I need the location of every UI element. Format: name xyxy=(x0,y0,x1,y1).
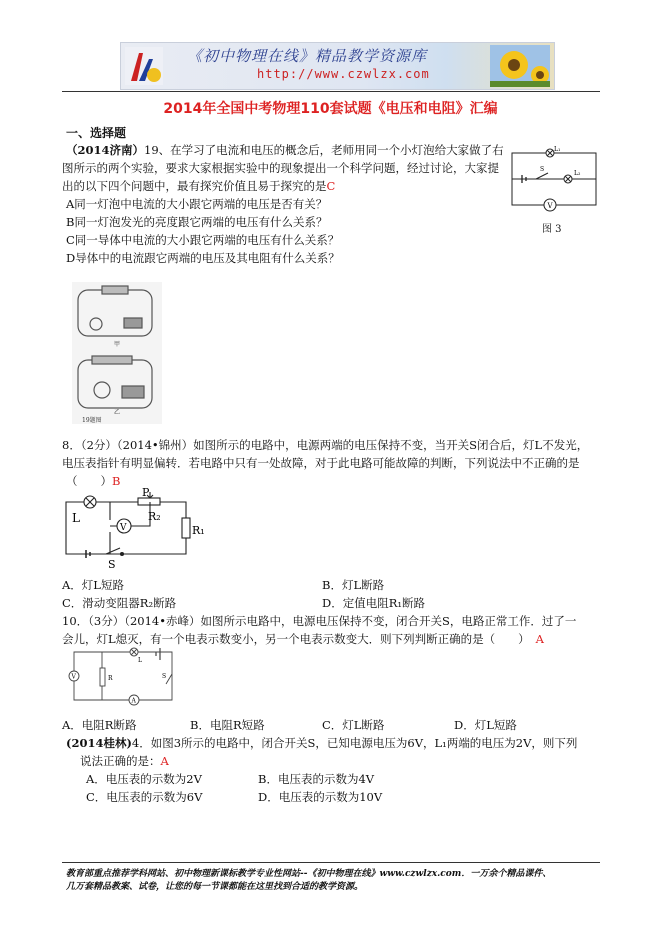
page-title: 2014年全国中考物理110套试题《电压和电阻》汇编 xyxy=(163,101,498,117)
experiment-photo xyxy=(72,282,162,424)
fig3-caption: 图 3 xyxy=(542,224,562,235)
q4-option-a: A．电压表的示数为2V xyxy=(86,772,202,786)
q19-line1: （2014济南）19、在学习了电流和电压的概念后，老师用同一个小灯泡给大家做了右 xyxy=(66,143,504,157)
q8-option-b: B．灯L断路 xyxy=(322,578,385,592)
q10-option-c: C．灯L断路 xyxy=(322,718,385,732)
q19-option-d: D导体中的电流跟它两端的电压及其电阻有什么关系？ xyxy=(66,251,340,265)
q4-source: (2014桂林) xyxy=(66,736,132,750)
q8-v-label: V xyxy=(120,523,127,533)
photo-caption: 19题图 xyxy=(82,417,102,424)
photo-label-jia: 甲 xyxy=(114,341,121,348)
header-banner xyxy=(120,42,555,90)
q4-option-d: D．电压表的示数为10V xyxy=(258,790,383,804)
q8-p-label: P xyxy=(142,488,150,499)
fig3-s-label: S xyxy=(540,166,545,173)
q10-a-label: A xyxy=(131,697,136,705)
q4-option-c: C．电压表的示数为6V xyxy=(86,790,203,804)
q8-option-c: C．滑动变阻器R₂断路 xyxy=(62,596,177,610)
q10-answer: A xyxy=(535,632,544,646)
footer-line1: 教育部重点推荐学科网站、初中物理新课标教学专业性网站--《初中物理在线》www.czwlzx.com．一万余个精品课件、 xyxy=(66,869,552,879)
q10-circuit xyxy=(62,644,182,708)
fig3-v-label: V xyxy=(547,202,553,210)
q10-line1: 10．（3分）（2014•赤峰）如图所示电路中，电源电压保持不变，闭合开关S，电路正常工作．过了一 xyxy=(62,614,577,628)
q19-option-b: B同一灯泡发光的亮度跟它两端的电压有什么关系？ xyxy=(66,215,328,229)
banner-title: 《初中物理在线》精品教学资源库 xyxy=(187,47,428,65)
q4-option-b: B．电压表的示数为4V xyxy=(258,772,375,786)
q8-line1: 8．（2分）（2014•锦州）如图所示的电路中，电源两端的电压保持不变，当开关S闭合后，灯L不发光， xyxy=(62,438,589,452)
q8-circuit xyxy=(62,488,212,570)
banner-url[interactable]: http://www.czwlzx.com xyxy=(257,67,430,81)
q19-option-c: C同一导体中电流的大小跟它两端的电压有什么关系？ xyxy=(66,233,340,247)
q10-option-d: D．灯L短路 xyxy=(454,718,517,732)
section-title: 一、选择题 xyxy=(66,126,127,140)
q4-line2: 说法正确的是：A xyxy=(80,754,169,768)
fig3-l1-label: L₁ xyxy=(554,146,561,153)
q19-answer: C xyxy=(326,179,336,193)
q8-answer: B xyxy=(112,474,121,488)
q8-option-d: D．定值电阻R₁断路 xyxy=(322,596,425,610)
photo-label-yi: 乙 xyxy=(114,409,121,416)
q19-option-a: A同一灯泡中电流的大小跟它两端的电压是否有关？ xyxy=(66,197,328,211)
header-rule xyxy=(62,91,600,92)
q8-line3: （ ）B xyxy=(66,474,121,488)
q10-r-label: R xyxy=(108,675,113,682)
q10-s-label: S xyxy=(162,673,167,680)
q19-line3: 出的以下四个问题中，最有探究价值且易于探究的是C xyxy=(62,179,336,193)
q4-line1: (2014桂林)4．如图3所示的电路中，闭合开关S，已知电源电压为6V，L₁两端的电压为2V，则下列 xyxy=(66,736,578,750)
q8-s-label: S xyxy=(108,558,116,570)
q8-r1-label: R₁ xyxy=(192,524,205,537)
footer-line2: 几万套精品教案、试卷，让您的每一节课都能在这里找到合适的教学资源。 xyxy=(66,882,364,892)
q19-source: （2014济南） xyxy=(66,143,145,157)
q8-r2-label: R₂ xyxy=(148,510,161,523)
q10-l-label: L xyxy=(138,657,142,664)
q10-line2: 会儿，灯L熄灭，有一个电表示数变小，另一个电表示数变大．则下列判断正确的是（ ） A xyxy=(62,632,544,646)
sunflower-icon xyxy=(490,45,550,87)
fig3-l2-label: L₂ xyxy=(574,170,581,177)
site-logo-icon xyxy=(125,47,163,85)
q8-option-a: A．灯L短路 xyxy=(62,578,124,592)
q4-answer: A xyxy=(160,754,169,768)
footer-rule xyxy=(62,862,600,863)
q8-l-label: L xyxy=(72,511,80,525)
q10-option-b: B．电阻R短路 xyxy=(190,718,265,732)
q8-line2: 电压表指针有明显偏转．若电路中只有一处故障，对于此电路可能故障的判断，下列说法中不正确的是 xyxy=(62,456,580,470)
q19-line2: 图所示的两个实验，要求大家根据实验中的现象提出一个科学问题，经过讨论，大家提 xyxy=(62,161,499,175)
q10-option-a: A．电阻R断路 xyxy=(62,718,137,732)
q10-v-label: V xyxy=(71,673,76,681)
